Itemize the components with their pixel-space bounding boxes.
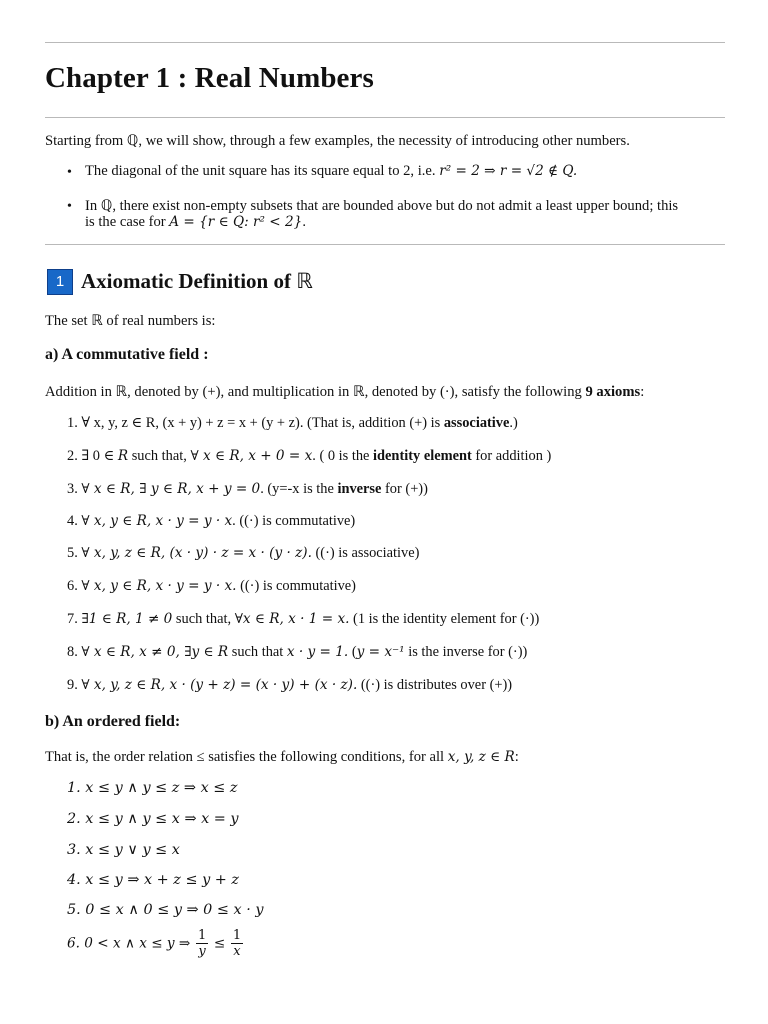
intro-paragraph: Starting from ℚ, we will show, through a few examples, the necessity of introducing other numbers. bbox=[45, 132, 630, 149]
bullet-dot: • bbox=[67, 199, 72, 214]
document-page bbox=[45, 0, 725, 1024]
fraction-one-over-y: $\frac{1}{y}$ bbox=[197, 928, 207, 959]
order-condition-5: 5. 0 ≤ x ∧ 0 ≤ y ⇒ 0 ≤ x · y bbox=[67, 902, 264, 918]
chapter-title: Chapter 1 : Real Numbers bbox=[45, 62, 374, 94]
axiom-6: 6. ∀ x, y ∈ R, x · y = y · x. ((·) is commutative) bbox=[67, 578, 356, 594]
order-condition-1: 1. x ≤ y ∧ y ≤ z ⇒ x ≤ z bbox=[67, 780, 238, 796]
axiom-7: 7. ∃1 ∈ R, 1 ≠ 0 such that, ∀x ∈ R, x · 1 = x. (1 is the identity element for (·)) bbox=[67, 611, 540, 627]
axiom-3: 3. ∀ x ∈ R, ∃ y ∈ R, x + y = 0. (y=-x is the inverse for (+)) bbox=[67, 481, 428, 497]
axiom-5: 5. ∀ x, y, z ∈ R, (x · y) · z = x · (y · z). ((·) is associative) bbox=[67, 545, 420, 561]
axiom-2: 2. ∃ 0 ∈ R such that, ∀ x ∈ R, x + 0 = x. ( 0 is the identity element for addition ) bbox=[67, 448, 552, 464]
axiom-9: 9. ∀ x, y, z ∈ R, x · (y + z) = (x · y) + (x · z). ((·) is distributes over (+)) bbox=[67, 677, 513, 693]
order-condition-3: 3. x ≤ y ∨ y ≤ x bbox=[67, 842, 180, 858]
section-number-badge: 1 bbox=[47, 269, 73, 295]
axiom-8: 8. ∀ x ∈ R, x ≠ 0, ∃y ∈ R such that x · y = 1. (y = x⁻¹ is the inverse for (·)) bbox=[67, 644, 528, 660]
section-heading: Axiomatic Definition of ℝ bbox=[81, 269, 313, 293]
top-rule bbox=[45, 42, 725, 43]
heading-ordered-field: b) An ordered field: bbox=[45, 713, 181, 730]
fraction-one-over-x: $\frac{1}{x}$ bbox=[232, 928, 242, 959]
bullet-bounded-subsets-cont: is the case for A = {r ∈ Q: r² < 2}. bbox=[85, 214, 306, 230]
heading-commutative-field: a) A commutative field : bbox=[45, 346, 209, 363]
order-condition-4: 4. x ≤ y ⇒ x + z ≤ y + z bbox=[67, 872, 239, 888]
order-condition-2: 2. x ≤ y ∧ y ≤ x ⇒ x = y bbox=[67, 811, 239, 827]
bullet-dot: • bbox=[67, 165, 72, 180]
order-condition-6: 6. 0 < x ∧ x ≤ y ⇒ $\frac{1}{y}$ ≤ $\frac{1}{x}$ bbox=[67, 928, 242, 959]
bullet-bounded-subsets: In ℚ, there exist non-empty subsets that are bounded above but do not admit a least upper bound; this bbox=[85, 197, 679, 214]
bullet-diagonal: The diagonal of the unit square has its square equal to 2, i.e. r² = 2 ⇒ r = √2 ∉ Q. bbox=[85, 163, 578, 179]
section-rule bbox=[45, 244, 725, 245]
field-axioms-description: Addition in ℝ, denoted by (+), and multiplication in ℝ, denoted by (·), satisfy the following 9 axioms: bbox=[45, 383, 645, 400]
axiom-4: 4. ∀ x, y ∈ R, x · y = y · x. ((·) is commutative) bbox=[67, 513, 356, 529]
title-rule bbox=[45, 117, 725, 118]
axiom-1: 1. ∀ x, y, z ∈ R, (x + y) + z = x + (y + z). (That is, addition (+) is associative.) bbox=[67, 415, 518, 431]
order-relation-description: That is, the order relation ≤ satisfies the following conditions, for all x, y, z ∈ R: bbox=[45, 749, 519, 765]
section-intro: The set ℝ of real numbers is: bbox=[45, 312, 216, 329]
